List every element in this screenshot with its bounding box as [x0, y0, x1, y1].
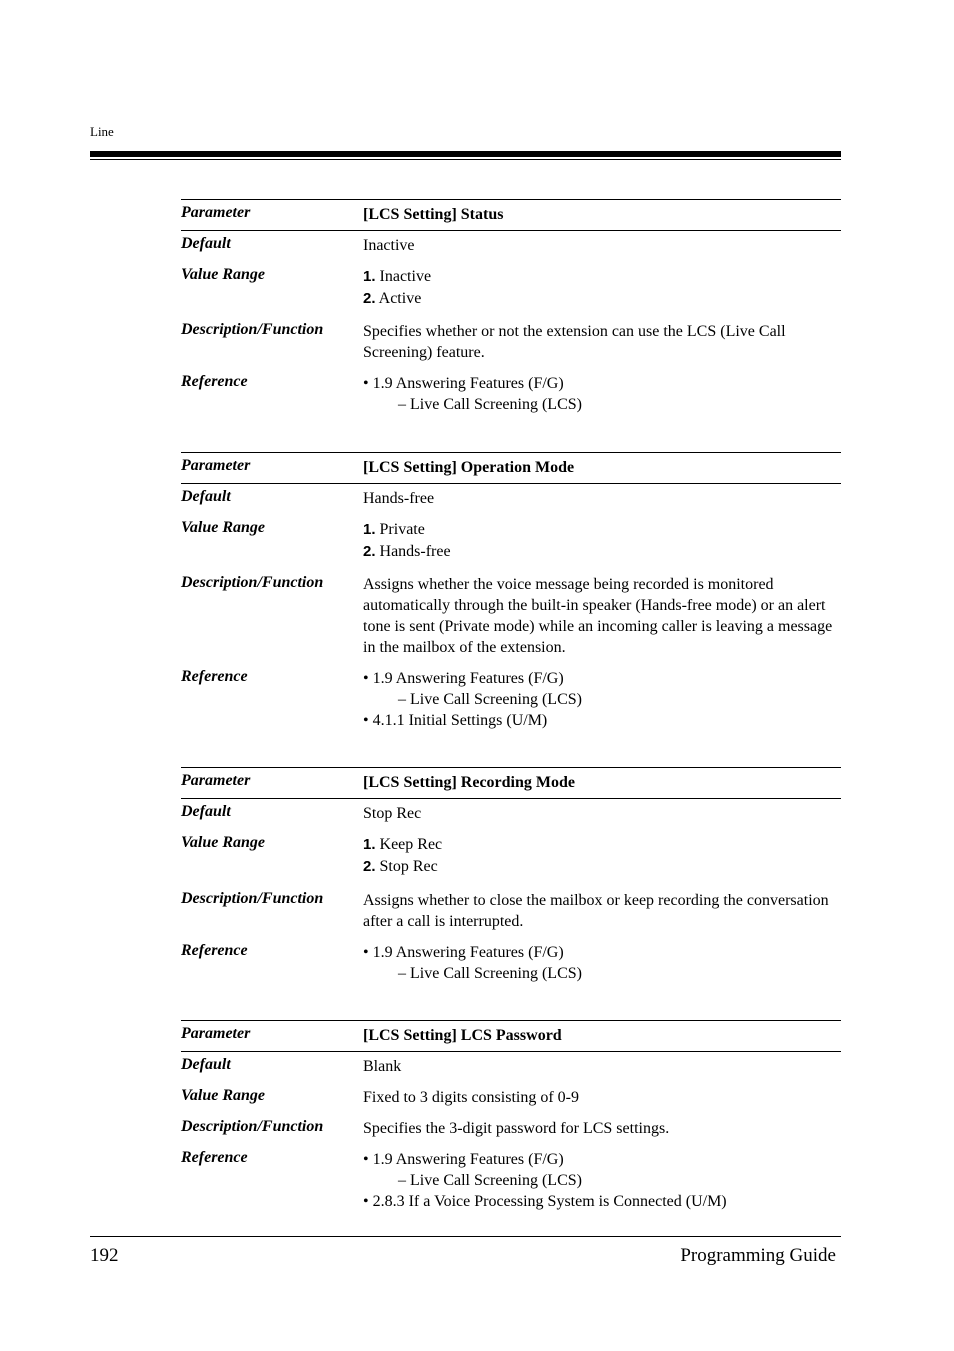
block-header-rule	[181, 1051, 841, 1052]
parameter-value: [LCS Setting] Recording Mode	[363, 774, 575, 791]
parameter-label: Parameter	[181, 457, 251, 474]
reference-label: Reference	[181, 942, 248, 959]
header-thin-rule	[90, 159, 841, 160]
footer-rule	[90, 1236, 841, 1237]
reference-list	[363, 1149, 838, 1212]
parameter-label: Parameter	[181, 772, 251, 789]
value-range-label: Value Range	[181, 1087, 266, 1104]
default-value: Blank	[363, 1058, 402, 1075]
parameter-block-lcs-password	[181, 1020, 841, 1220]
value-range-label: Value Range	[181, 834, 266, 851]
parameter-value: [LCS Setting] LCS Password	[363, 1027, 562, 1044]
header-section-label: Line	[90, 124, 114, 139]
description-text: Assigns whether to close the mailbox or keep recording the conversation after a call is interrupted.	[363, 892, 829, 930]
description-text: Specifies whether or not the extension can use the LCS (Live Call Screening) feature.	[363, 323, 786, 361]
value-range-text: Fixed to 3 digits consisting of 0-9	[363, 1089, 579, 1106]
block-header-rule	[181, 483, 841, 484]
description-label: Description/Function	[181, 574, 324, 591]
description-text: Assigns whether the voice message being recorded is monitored automatically through the built-in speaker (Hands-free mode) or an alert tone is sent (Private mode) while an incoming caller is leaving a message in the mailbox of the extension.	[363, 576, 833, 656]
parameter-block-recording-mode	[181, 767, 841, 987]
block-top-rule	[181, 199, 841, 200]
reference-label: Reference	[181, 668, 248, 685]
reference-label: Reference	[181, 373, 248, 390]
default-label: Default	[181, 803, 231, 820]
footer-title: Programming Guide	[680, 1245, 836, 1266]
parameter-value: [LCS Setting] Operation Mode	[363, 459, 575, 476]
reference-subitem: – Live Call Screening (LCS)	[398, 1172, 582, 1189]
reference-list	[363, 668, 838, 731]
reference-item: • 1.9 Answering Features (F/G)	[363, 944, 564, 961]
reference-subitem: – Live Call Screening (LCS)	[398, 965, 582, 982]
description-text: Specifies the 3-digit password for LCS settings.	[363, 1120, 670, 1137]
description-label: Description/Function	[181, 321, 324, 338]
reference-item: • 1.9 Answering Features (F/G)	[363, 670, 564, 687]
block-top-rule	[181, 452, 841, 453]
default-value: Inactive	[363, 237, 415, 254]
reference-list	[363, 373, 838, 415]
header-thick-rule	[90, 151, 841, 157]
default-value: Hands-free	[363, 490, 435, 507]
reference-label: Reference	[181, 1149, 248, 1166]
value-range-list	[363, 834, 838, 878]
description-label: Description/Function	[181, 1118, 324, 1135]
value-range-label: Value Range	[181, 519, 266, 536]
value-range-item: 2. Stop Rec	[363, 858, 438, 875]
parameter-block-operation-mode	[181, 452, 841, 742]
block-top-rule	[181, 1020, 841, 1021]
reference-subitem: – Live Call Screening (LCS)	[398, 691, 582, 708]
reference-item: • 1.9 Answering Features (F/G)	[363, 375, 564, 392]
value-range-item: 1. Private	[363, 521, 425, 538]
block-header-rule	[181, 230, 841, 231]
default-value: Stop Rec	[363, 805, 422, 822]
reference-item: • 1.9 Answering Features (F/G)	[363, 1151, 564, 1168]
reference-list	[363, 942, 838, 984]
parameter-block-status	[181, 199, 841, 414]
default-label: Default	[181, 488, 231, 505]
value-range-list	[363, 519, 838, 563]
parameter-value: [LCS Setting] Status	[363, 206, 504, 223]
reference-item: • 2.8.3 If a Voice Processing System is Connected (U/M)	[363, 1193, 727, 1210]
description-label: Description/Function	[181, 890, 324, 907]
page-number: 192	[90, 1245, 119, 1266]
value-range-item: 2. Active	[363, 290, 422, 307]
block-header-rule	[181, 798, 841, 799]
value-range-item: 1. Keep Rec	[363, 836, 443, 853]
default-label: Default	[181, 235, 231, 252]
parameter-label: Parameter	[181, 1025, 251, 1042]
value-range-item: 2. Hands-free	[363, 543, 451, 560]
block-top-rule	[181, 767, 841, 768]
value-range-label: Value Range	[181, 266, 266, 283]
parameter-label: Parameter	[181, 204, 251, 221]
reference-subitem: – Live Call Screening (LCS)	[398, 396, 582, 413]
value-range-item: 1. Inactive	[363, 268, 432, 285]
value-range-list	[363, 266, 838, 310]
default-label: Default	[181, 1056, 231, 1073]
reference-item: • 4.1.1 Initial Settings (U/M)	[363, 712, 548, 729]
